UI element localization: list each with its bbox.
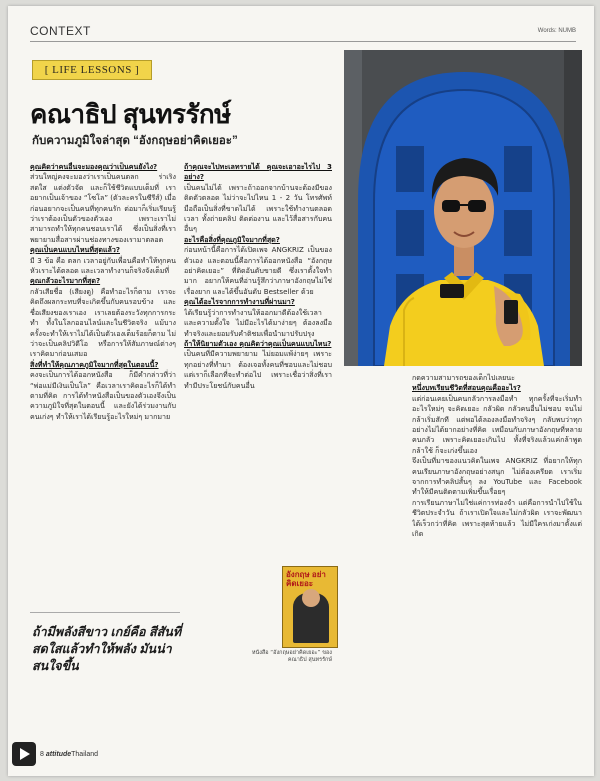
pullquote-rule [30,612,180,613]
question: อะไรคือสิ่งที่คุณภูมิใจมากที่สุด? [184,234,280,244]
question: คุณกลัวอะไรมากที่สุด? [30,276,101,286]
body-column-2 [184,162,332,582]
page-number: 8 [40,751,44,758]
question: คุณเป็นคนแบบไหนที่สุดแล้ว? [30,245,120,255]
question: คุณคิดว่าคนอื่นจะมองคุณว่าเป็นคนยังไง? [30,162,158,171]
answer: ก่อนหน้านี้คือการได้เปิดเพจ ANGKRIZ เป็นของตัวเอง และตอนนี้คือการได้ออกหนังสือ “อังกฤษอย่าคิดเยอะ” ที่ติดอันดับขายดี ซึ่งเราตั้งใจทำมาก อยากให้คนที่อ่านรู้สึกว่าภาษาอังกฤษไม่ใช่เรื่องยาก และได้ขึ้นอันดับ Bestseller ด้วย [184,245,332,296]
play-icon[interactable] [12,742,36,766]
writer-credit: Words: NUMB [537,28,576,34]
answer: การเรียนภาษาไม่ใช่แค่การท่องจำ แต่คือการนำไปใช้ในชีวิตประจำวัน ถ้าเราเปิดใจและไม่กลัวผิด เราจะพัฒนาได้เร็วกว่าที่คิด เพราะสุดท้ายแล้ว ไม่มีใครเก่งมาตั้งแต่เกิด [412,497,582,539]
answer: เป็นคนที่มีความพยายาม ไม่ยอมแพ้ง่ายๆ เพราะทุกอย่างที่ทำมา ต้องเจอทั้งคนที่ชอบและไม่ชอบ แต่เราก็เลือกที่จะทำต่อไป เพราะเชื่อว่าสิ่งที่เราทำมีประโยชน์กับคนอื่น [184,349,332,390]
question: หนึ่งบทเรียนชีวิตที่สอนคุณคืออะไร? [412,383,521,393]
question: คุณได้อะไรจากการทำงานที่ผ่านมา? [184,297,295,307]
article-headline: คณาธิป สุนทรรักษ์ [30,99,231,129]
article-subhead: กับความภูมิใจล่าสุด “อังกฤษอย่าคิดเยอะ” [32,135,238,147]
body-column-3 [412,373,582,763]
answer: กดความสามารถของเด็กไปเลยนะ [412,373,515,382]
section-label: CONTEXT [30,24,91,38]
header-rule [30,41,576,42]
magazine-page [8,6,594,776]
portrait-photo [344,50,582,366]
magazine-edition: Thailand [71,751,98,758]
life-lessons-tag: [ LIFE LESSONS ] [32,60,152,80]
answer: มี 3 ข้อ คือ ตลก เวลาอยู่กับเพื่อนคือทำให้ทุกคนหัวเราะได้ตลอด และเวลาทำงานก็จริงจังเต็มที่ [30,255,176,276]
question: ถ้าให้นิยามตัวเอง คุณคิดว่าคุณเป็นคนแบบไหน? [184,338,332,348]
question: ถ้าคุณจะไปทะเลทรายได้ คุณจะเอาอะไรไป 3 อย่าง? [184,162,332,182]
pull-quote: ถ้ามีพลังสีขาว เกย์คือ สีสันที่สดใสแล้วทำให้พลัง มันน่าสนใจขึ้น [32,625,182,673]
answer: แต่ก่อนเคยเป็นคนกลัวการลงมือทำ ทุกครั้งที่จะเริ่มทำอะไรใหม่ๆ จะคิดเยอะ กลัวผิด กลัวคนอื่นไม่ชอบ จนไม่กล้าเริ่มสักที แต่พอได้ลองลงมือทำจริงๆ กลับพบว่าทุกอย่างไม่ได้ยากอย่างที่คิด เหมือนกับภาษาอังกฤษที่หลายคนกลัว เพราะคิดเยอะเกินไป ทั้งที่จริงแล้วแค่กล้าพูด กล้าใช้ ก็จะเก่งขึ้นเอง [412,393,582,455]
book-cover-title: อังกฤษ อย่าคิดเยอะ [286,570,326,588]
answer: ส่วนใหญ่คงจะมองว่าเราเป็นคนตลก ร่าเริง สดใส แต่งตัวจัด และก็ใช้ชีวิตแบบเต็มที่ เราอยากเป็นเจ้าของ “โซโล” (ตัวละครในซีรีส์) เมื่อก่อนอยากจะเป็นคนที่ทุกคนรัก ต่อมาก็เริ่มเรียนรู้ว่าเราต้องเป็นตัวของตัวเอง เพราะเราไม่สามารถทำให้ทุกคนชอบเราได้ ซึ่งเป็นสิ่งที่เราพยายามสื่อสารผ่านช่องทางของเรามาตลอด [30,172,176,244]
answer: กลัวเสียชื่อ (เสียงดู) คือทำอะไรก็ตาม เราจะคิดถึงผลกระทบที่จะเกิดขึ้นกับคนรอบข้าง และชื่อเสียงของเราเอง เราเลยต้องระวังทุกการกระทำ ทั้งในโลกออนไลน์และในชีวิตจริง แม้บางครั้งจะทำให้เราไม่ได้เป็นตัวเองเต็มร้อยก็ตาม ไม่ว่าจะเป็นคลิปวิดีโอ หรือการให้สัมภาษณ์ต่างๆ เราคิดมาก่อนเสมอ [30,286,176,359]
answer: คงจะเป็นการได้ออกหนังสือ ก็มีคำกล่าวที่ว่า “พ่อแม่มีเงินเป็นโล” คือเวลาเราคิดอะไรก็ได้ทำตามที่คิด การได้ทำหนังสือเป็นของตัวเองจึงเป็นความภูมิใจที่สุดในตอนนี้ และยังได้ร่วมงานกับคนเก่งๆ ทำให้เราได้เรียนรู้อะไรใหม่ๆ มากมาย [30,370,176,421]
portrait-illustration [344,50,582,366]
body-column-1 [30,162,176,610]
magazine-name: attitude [45,751,72,758]
book-cover-face [302,589,320,607]
page-folio [40,751,98,758]
answer: ได้เรียนรู้ว่าการทำงานให้ออกมาดีต้องใช้เวลาและความตั้งใจ ไม่มีอะไรได้มาง่ายๆ ต้องลงมือทำจริงและยอมรับคำติชมเพื่อนำมาปรับปรุง [184,307,332,338]
question: สิ่งที่ทำให้คุณภาคภูมิใจมากที่สุดในตอนนี้? [30,359,159,369]
book-caption: หนังสือ “อังกฤษอย่าคิดเยอะ” ของคณาธิป สุนทรรักษ์ [251,650,332,663]
book-cover [282,566,338,648]
answer: จึงเป็นที่มาของแนวคิดในเพจ ANGKRIZ ที่อยากให้ทุกคนเรียนภาษาอังกฤษอย่างสนุก ไม่ต้องเครียด เราเริ่มจากการทำคลิปสั้นๆ ลง YouTube และ Facebook ทำให้มีคนติดตามเพิ่มขึ้นเรื่อยๆ [412,456,582,497]
answer: เป็นคนไม่ได้ เพราะถ้าออกจากบ้านจะต้องมีของติดตัวตลอด ไม่ว่าจะไปไหน 1 - 2 วัน โทรศัพท์มือถือเป็นสิ่งที่ขาดไม่ได้ เพราะใช้ทำงานตลอดเวลา ทั้งถ่ายคลิป ติดต่องาน และไว้สื่อสารกับคนอื่นๆ [184,182,332,234]
